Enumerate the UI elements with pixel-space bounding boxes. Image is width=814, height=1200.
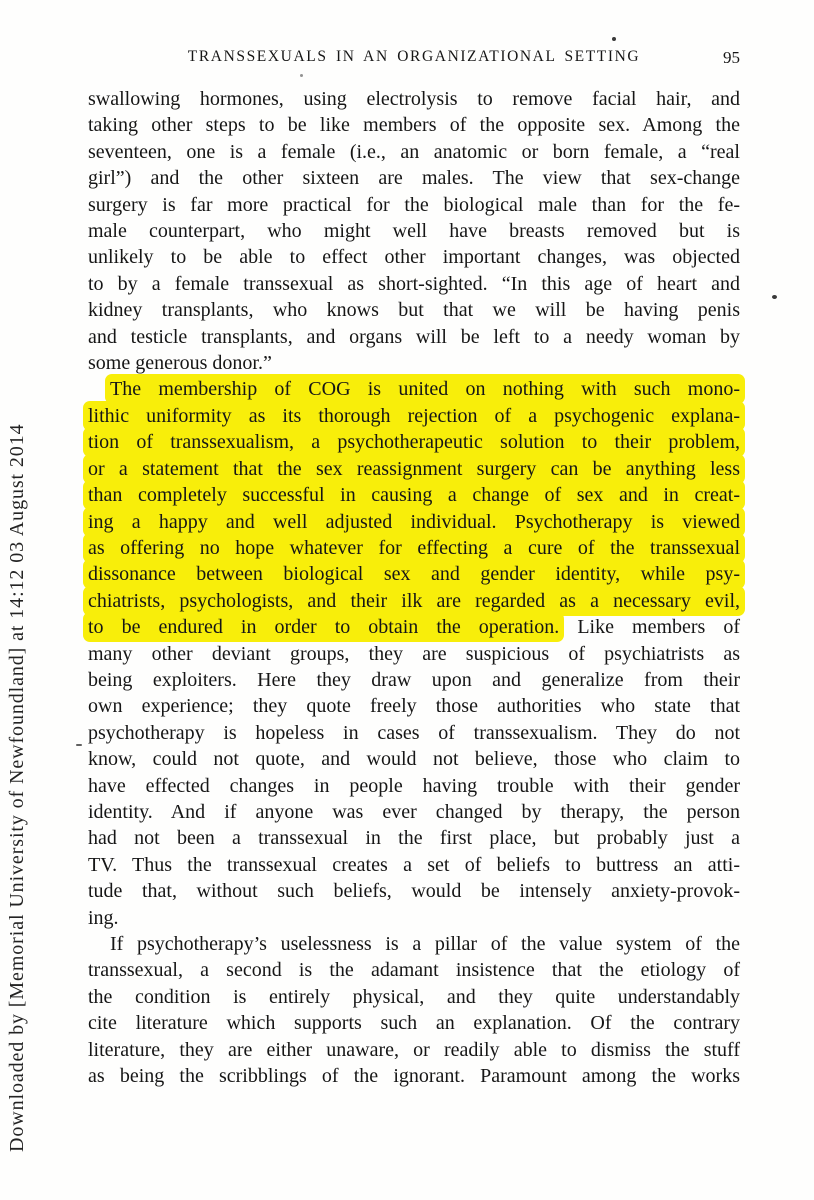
text-line <box>88 535 740 561</box>
text-line <box>88 825 740 851</box>
text-line <box>88 482 740 508</box>
text-segment: and testicle transplants, and organs will be left to a needy woman by <box>88 325 740 348</box>
text-segment: have effected changes in people having trouble with their gender <box>88 774 740 797</box>
text-line <box>88 1010 740 1036</box>
scan-speck <box>772 295 777 299</box>
text-line <box>88 139 740 165</box>
text-line <box>88 799 740 825</box>
text-segment: many other deviant groups, they are suspicious of psychiatrists as <box>88 642 740 665</box>
text-line <box>88 218 740 244</box>
text-segment: unlikely to be able to effect other important changes, was objected <box>88 246 740 269</box>
scan-speck <box>300 74 303 77</box>
text-segment: swallowing hormones, using electrolysis to remove facial hair, and <box>88 88 740 110</box>
text-segment: ing. <box>88 906 119 929</box>
text-line <box>88 429 740 455</box>
text-line <box>88 984 740 1010</box>
text-segment: Like members of <box>559 616 741 639</box>
highlighted-text: ing a happy and well adjusted individual. Psychotherapy is viewed <box>83 507 745 537</box>
text-line <box>88 297 740 323</box>
text-segment: being exploiters. Here they draw upon and generalize from their <box>88 668 740 691</box>
text-line <box>88 878 740 904</box>
text-line <box>88 192 740 218</box>
text-line <box>88 350 740 376</box>
text-line <box>88 588 740 614</box>
page-number: 95 <box>723 48 740 67</box>
text-line <box>88 509 740 535</box>
text-segment: seventeen, one is a female (i.e., an anatomic or born female, a “real <box>88 140 740 163</box>
text-line <box>88 324 740 350</box>
highlighted-text: than completely successful in causing a change of sex and in creat- <box>83 480 745 510</box>
text-segment: the condition is entirely physical, and they quite understandably <box>88 985 740 1008</box>
text-segment: girl”) and the other sixteen are males. The view that sex-change <box>88 167 740 190</box>
highlighted-text: dissonance between biological sex and gender identity, while psy- <box>83 559 745 589</box>
text-segment: some generous donor.” <box>88 352 272 375</box>
text-line <box>88 86 740 112</box>
text-line <box>88 112 740 138</box>
text-segment: literature, they are either unaware, or readily able to dismiss the stuff <box>88 1038 740 1061</box>
text-segment: taking other steps to be like members of the opposite sex. Among the <box>88 114 740 137</box>
scan-speck <box>612 37 616 41</box>
text-segment: psychotherapy is hopeless in cases of transsexualism. They do not <box>88 721 740 744</box>
text-line <box>88 403 740 429</box>
text-segment: own experience; they quote freely those authorities who state that <box>88 695 740 718</box>
highlighted-text: as offering no hope whatever for effecting a cure of the transsexual <box>83 533 745 563</box>
text-segment: as being the scribblings of the ignorant. Paramount among the works <box>88 1065 740 1088</box>
highlighted-text: or a statement that the sex reassignment surgery can be anything less <box>83 454 745 484</box>
text-line <box>88 1037 740 1063</box>
text-segment: transsexual, a second is the adamant insistence that the etiology of <box>88 959 740 982</box>
text-line <box>88 1063 740 1089</box>
text-segment: know, could not quote, and would not believe, those who claim to <box>88 748 740 771</box>
running-header <box>88 48 740 66</box>
highlighted-text: chiatrists, psychologists, and their ilk are regarded as a necessary evil, <box>83 586 745 616</box>
text-line <box>88 641 740 667</box>
text-line <box>88 244 740 270</box>
highlighted-text: to be endured in order to obtain the operation. <box>83 612 564 642</box>
text-line <box>88 271 740 297</box>
text-block <box>88 86 740 1089</box>
text-line <box>88 614 740 640</box>
text-segment: kidney transplants, who knows but that we will be having penis <box>88 299 740 322</box>
text-line <box>88 773 740 799</box>
text-line <box>88 746 740 772</box>
text-line <box>88 693 740 719</box>
text-line <box>88 957 740 983</box>
text-line <box>88 561 740 587</box>
scan-speck <box>76 744 82 746</box>
highlighted-text: tion of transsexualism, a psychotherapeutic solution to their problem, <box>83 427 745 457</box>
text-segment: identity. And if anyone was ever changed by therapy, the person <box>88 800 740 823</box>
text-line <box>88 456 740 482</box>
text-segment: had not been a transsexual in the first place, but probably just a <box>88 827 740 850</box>
text-segment: TV. Thus the transsexual creates a set of beliefs to buttress an atti- <box>88 853 740 876</box>
text-segment: If psychotherapy’s uselessness is a pillar of the value system of the <box>110 933 740 955</box>
text-line <box>88 720 740 746</box>
text-line <box>88 852 740 878</box>
text-line <box>88 376 740 402</box>
watermark-text: Downloaded by [Memorial University of Newfoundland] at 14:12 03 August 2014 <box>6 423 28 1152</box>
text-segment: tude that, without such beliefs, would be intensely anxiety-provok- <box>88 880 740 903</box>
text-segment: male counterpart, who might well have breasts removed but is <box>88 220 740 243</box>
text-line <box>88 905 740 931</box>
highlighted-text: lithic uniformity as its thorough rejection of a psychogenic explana- <box>83 401 745 431</box>
text-segment: cite literature which supports such an explanation. Of the contrary <box>88 1012 740 1035</box>
highlighted-text: The membership of COG is united on nothing with such mono- <box>105 374 745 404</box>
text-line <box>88 931 740 957</box>
text-segment: to by a female transsexual as short-sighted. “In this age of heart and <box>88 272 740 295</box>
text-segment: surgery is far more practical for the biological male than for the fe- <box>88 193 740 216</box>
header-title: TRANSSEXUALS IN AN ORGANIZATIONAL SETTING <box>187 48 641 65</box>
text-line <box>88 667 740 693</box>
text-line <box>88 165 740 191</box>
